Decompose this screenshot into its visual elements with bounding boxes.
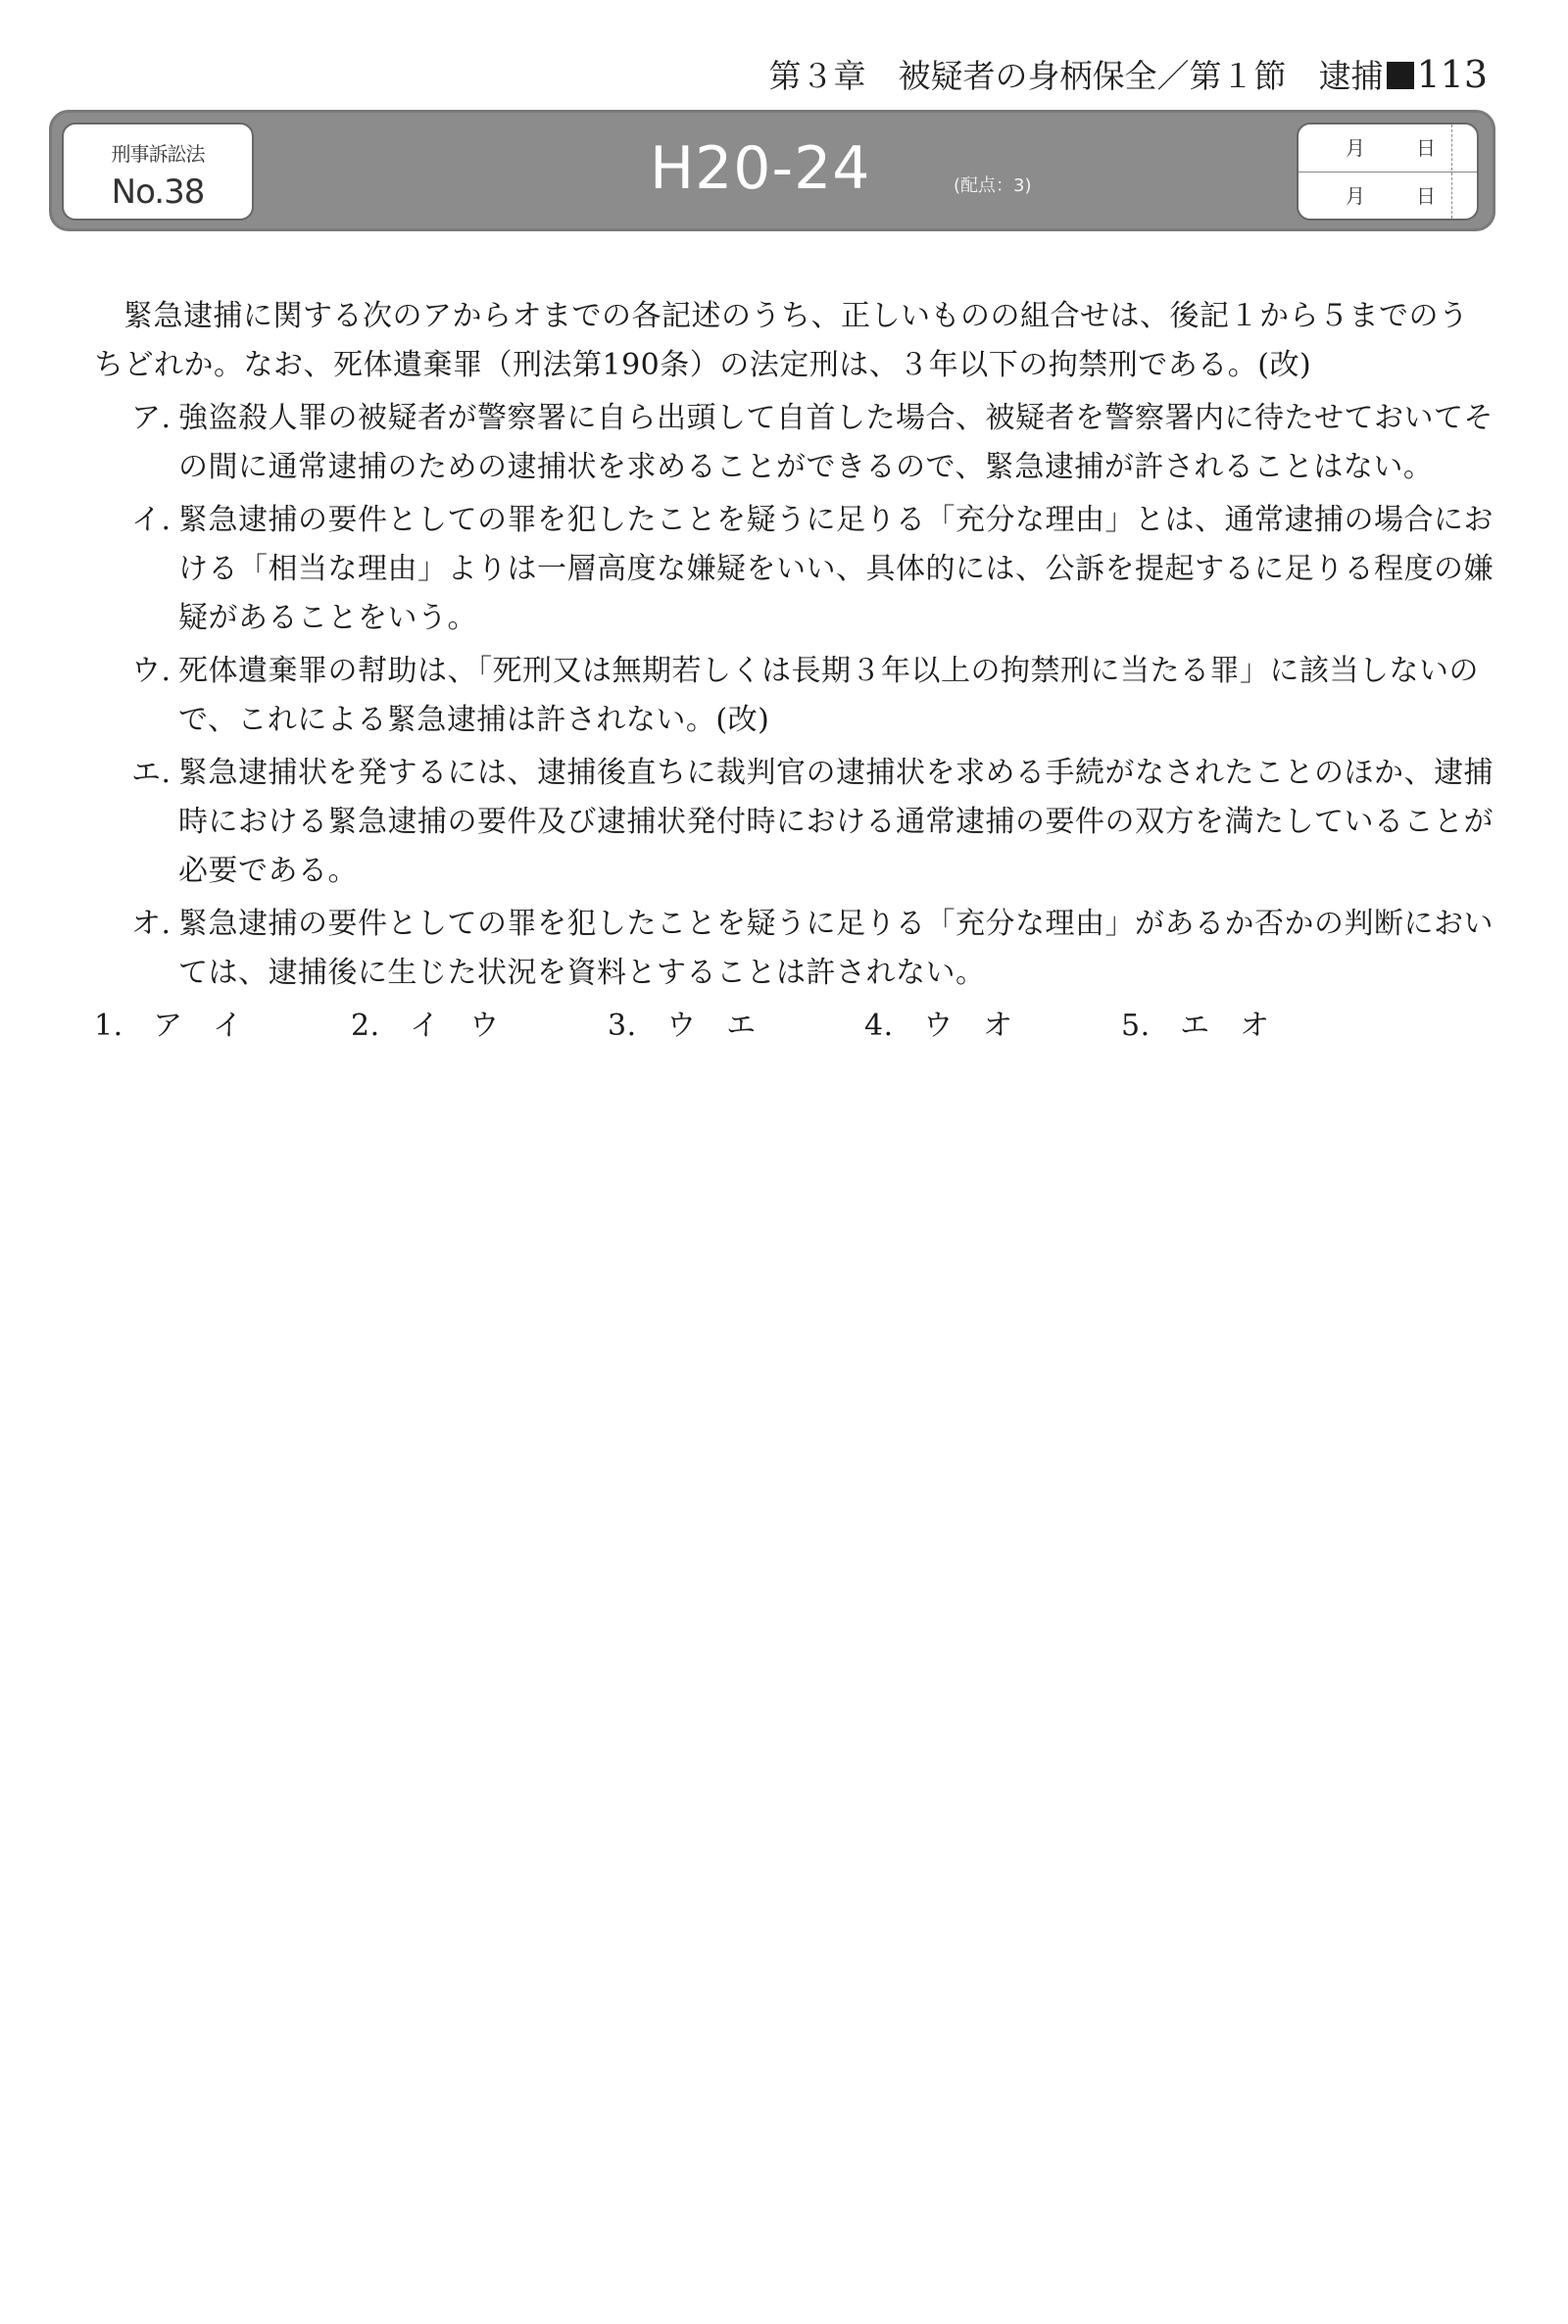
statement-list (94, 394, 1495, 998)
divider (1451, 124, 1452, 219)
statement-item (131, 394, 1495, 492)
statement-mark: ウ. (131, 654, 172, 688)
statement-text: 緊急逮捕の要件としての罪を犯したことを疑うに足りる「充分な理由」があるか否かの判断においては、逮捕後に生じた状況を資料とすることは許されない。 (178, 907, 1494, 990)
statement-text: 緊急逮捕状を発するには、逮捕後直ちに裁判官の逮捕状を求める手続がなされたことのほか、逮捕時における緊急逮捕の要件及び逮捕状発付時における通常逮捕の要件の双方を満たしていることが必要である。 (178, 756, 1494, 888)
question-number: No.38 (111, 173, 205, 212)
answer-choices (94, 1002, 1495, 1051)
statement-mark: エ. (131, 756, 172, 790)
statement-item (131, 900, 1495, 998)
points-label: (配点：3) (954, 175, 1032, 196)
statement-mark: オ. (131, 907, 172, 941)
question-tag (62, 123, 254, 221)
statement-text: 死体遺棄罪の幇助は、「死刑又は無期若しくは長期３年以上の拘禁刑に当たる罪」に該当しないので、これによる緊急逮捕は許されない。(改) (178, 654, 1479, 737)
day-label: 日 (1416, 136, 1436, 160)
statement-item (131, 749, 1495, 896)
square-icon (1387, 62, 1414, 89)
statement-item (131, 496, 1495, 643)
question-body (94, 292, 1495, 1051)
question-banner (49, 110, 1495, 231)
date-row (1298, 124, 1477, 172)
month-label: 月 (1346, 136, 1365, 160)
question-stem (94, 292, 1495, 390)
day-label: 日 (1416, 184, 1436, 208)
exam-code: H20-24 (650, 134, 871, 203)
statement-text: 緊急逮捕の要件としての罪を犯したことを疑うに足りる「充分な理由」とは、通常逮捕の場合における「相当な理由」よりは一層高度な嫌疑をいい、具体的には、公訴を提起するに足りる程度の嫌疑があることをいう。 (178, 503, 1494, 635)
page-number: 113 (1416, 53, 1488, 96)
subject-label: 刑事訴訟法 (111, 142, 205, 166)
stem-text: 緊急逮捕に関する次のアからオまでの各記述のうち、正しいものの組合せは、後記１から５までのうちどれか。なお、死体遺棄罪（刑法第190条）の法定刑は、３年以下の拘禁刑である。(改) (94, 299, 1469, 382)
answer-choice: 5. エ オ (1121, 1009, 1270, 1043)
answer-choice: 3. ウ エ (608, 1009, 757, 1043)
answer-choice: 2. イ ウ (351, 1009, 500, 1043)
answer-choice: 1. ア イ (94, 1009, 243, 1043)
answer-choice: 4. ウ オ (864, 1009, 1013, 1043)
month-label: 月 (1346, 184, 1365, 208)
date-row (1298, 172, 1477, 219)
study-date-box (1297, 123, 1479, 221)
running-head (0, 51, 1488, 97)
statement-mark: ア. (131, 401, 172, 435)
statement-mark: イ. (131, 503, 172, 537)
statement-item (131, 647, 1495, 745)
statement-text: 強盗殺人罪の被疑者が警察署に自ら出頭して自首した場合、被疑者を警察署内に待たせておいてその間に通常逮捕のための逮捕状を求めることができるので、緊急逮捕が許されることはない。 (178, 401, 1494, 484)
chapter-title: 第３章 被疑者の身柄保全／第１節 逮捕 (768, 57, 1384, 95)
